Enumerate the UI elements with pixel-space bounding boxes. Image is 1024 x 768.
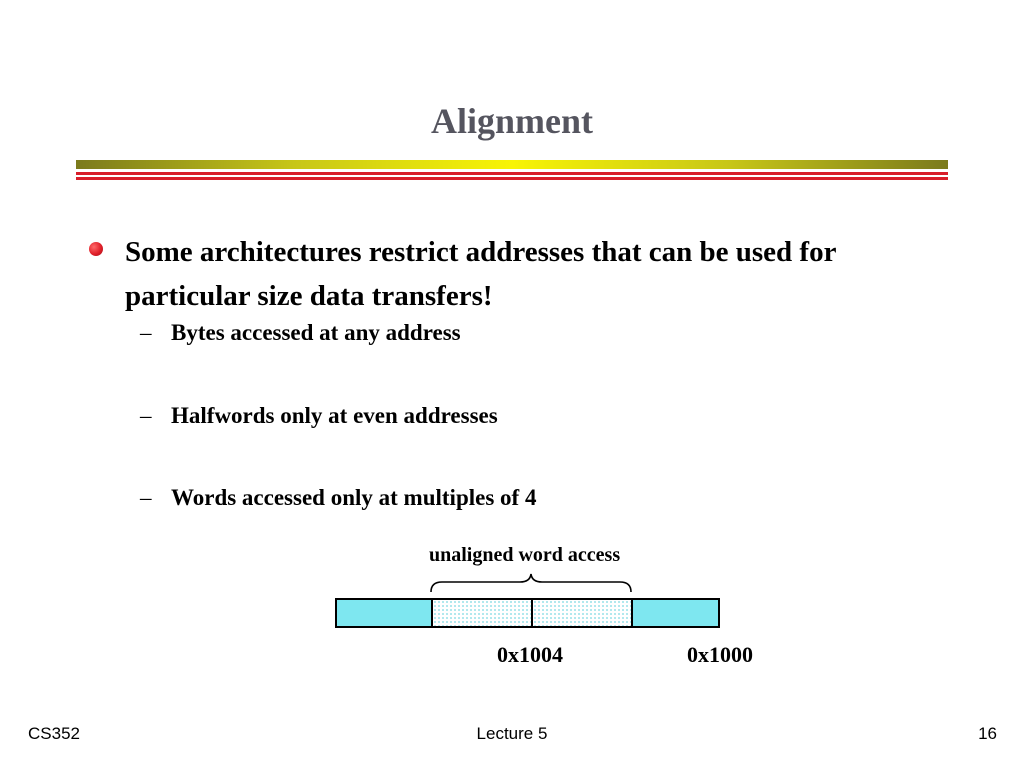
title-rule-red-bottom	[76, 177, 948, 180]
dash-icon: –	[140, 320, 152, 345]
address-label-1004: 0x1004	[497, 642, 563, 667]
sub-bullet-words	[140, 485, 536, 511]
memory-cell-unaligned	[531, 598, 633, 628]
slide-title: Alignment	[431, 101, 593, 141]
sub-bullet-text: Words accessed only at multiples of 4	[171, 485, 537, 510]
memory-cell-unaligned	[431, 598, 533, 628]
footer-page-number: 16	[978, 724, 997, 743]
dash-icon: –	[140, 403, 152, 428]
curly-brace-icon	[428, 572, 634, 594]
sub-bullet-bytes	[140, 320, 461, 346]
address-label-1000: 0x1000	[687, 642, 753, 667]
bullet-dot-icon	[89, 242, 103, 256]
dash-icon: –	[140, 485, 152, 510]
sub-bullet-halfwords	[140, 403, 498, 429]
memory-cell	[631, 598, 720, 628]
memory-cell	[335, 598, 433, 628]
title-rule-olive	[76, 160, 948, 169]
footer-lecture: Lecture 5	[476, 724, 548, 743]
sub-bullet-text: Halfwords only at even addresses	[171, 403, 498, 428]
title-rule-red-top	[76, 172, 948, 175]
footer-course: CS352	[28, 724, 80, 743]
diagram-label: unaligned word access	[429, 544, 621, 566]
sub-bullet-text: Bytes accessed at any address	[171, 320, 461, 345]
bullet-text: Some architectures restrict addresses that can be used for particular size data transfers!	[125, 236, 836, 312]
